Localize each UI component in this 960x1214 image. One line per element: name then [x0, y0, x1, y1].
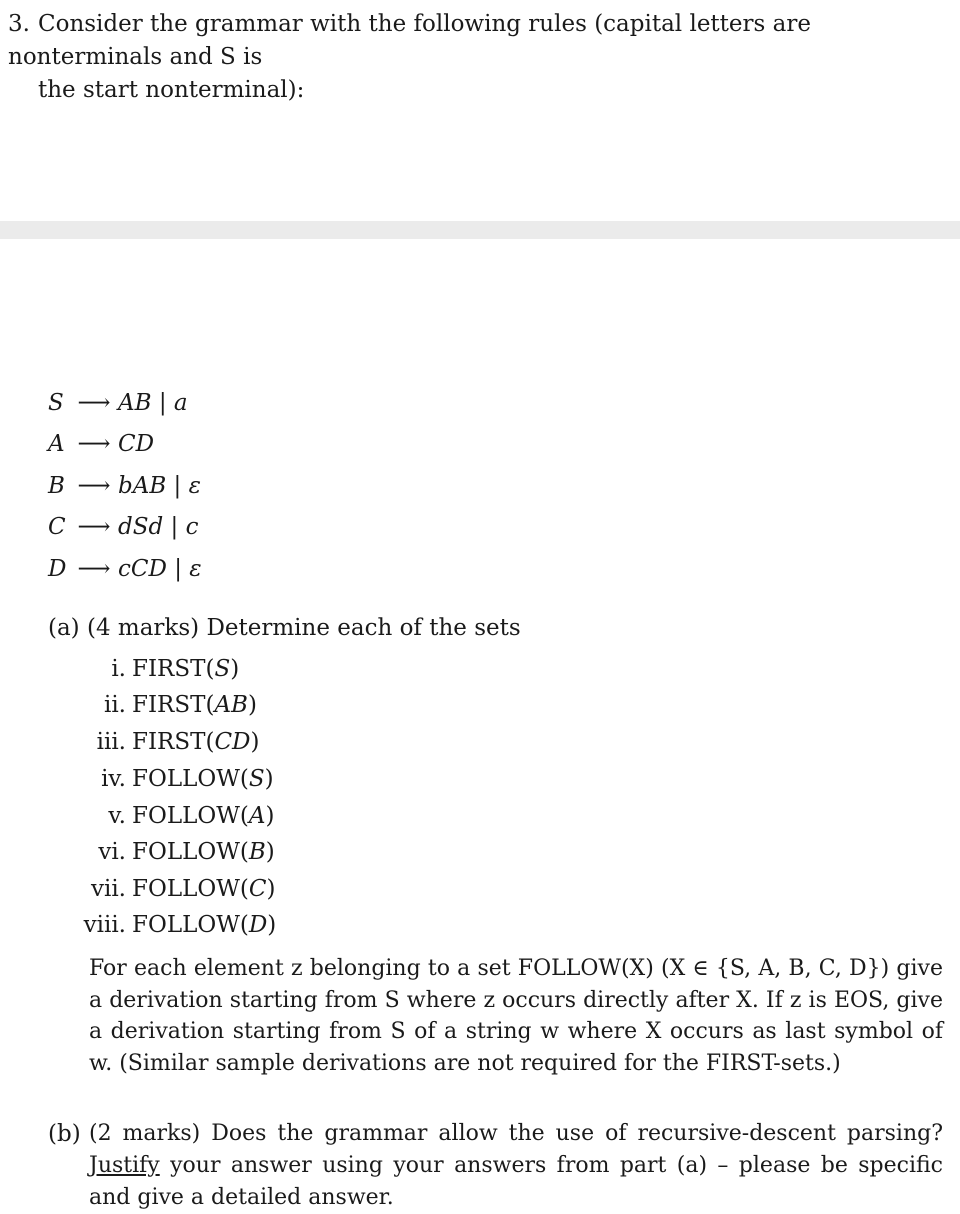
- item-close: ): [266, 876, 276, 902]
- part-b-text: [89, 1118, 943, 1214]
- grammar-rule: [48, 511, 198, 543]
- item-numeral: ii.: [103, 692, 126, 718]
- item-numeral: vii.: [90, 876, 126, 902]
- item-argument: A: [248, 803, 266, 829]
- set-item: [78, 800, 274, 832]
- part-b-underlined-word: Justify: [89, 1153, 160, 1178]
- rule-arrow: ⟶: [77, 556, 111, 582]
- grammar-rule: [48, 470, 201, 502]
- part-a-label: (a): [48, 615, 80, 641]
- part-a-text: (4 marks) Determine each of the sets: [86, 615, 521, 641]
- question-number: 3.: [8, 11, 30, 37]
- item-argument: S: [214, 656, 231, 682]
- part-b-text-before: (2 marks) Does the grammar allow the use of recursive-descent parsing?: [89, 1121, 943, 1146]
- item-function: FIRST(: [132, 692, 215, 718]
- item-numeral: v.: [108, 803, 126, 829]
- item-function: FIRST(: [132, 729, 215, 755]
- rule-arrow: ⟶: [77, 473, 111, 499]
- item-function: FOLLOW(: [132, 912, 249, 938]
- item-argument: C: [248, 876, 267, 902]
- rule-lhs: C: [48, 514, 66, 540]
- part-a-instructions: For each element z belonging to a set FOLLOW(X) (X ∈ {S, A, B, C, D}) give a derivation starting from S where z occurs directly after X. If z is EOS, give a derivation starting from S of a string w where X occurs as last symbol of w. (Similar sample derivations are not required for the FIRST-sets.): [89, 956, 943, 1076]
- rule-rhs: dSd | c: [118, 514, 199, 540]
- rule-rhs: bAB | ε: [118, 473, 201, 499]
- rule-rhs: CD: [118, 431, 155, 457]
- rule-lhs: A: [48, 431, 65, 457]
- question-line-1: [8, 8, 948, 74]
- item-argument: AB: [214, 692, 248, 718]
- question-intro-text-1: Consider the grammar with the following rules (capital letters are nonterminals and S is: [8, 11, 811, 70]
- item-function: FOLLOW(: [132, 766, 249, 792]
- page-divider: [0, 221, 960, 239]
- item-argument: D: [248, 912, 268, 938]
- item-close: ): [267, 912, 277, 938]
- question-intro: [8, 8, 948, 107]
- item-numeral: iv.: [101, 766, 126, 792]
- item-function: FOLLOW(: [132, 839, 249, 865]
- question-intro-text-2: the start nonterminal):: [38, 77, 305, 103]
- item-argument: CD: [214, 729, 251, 755]
- grammar-rule: [48, 553, 202, 585]
- item-close: ): [250, 729, 260, 755]
- rule-lhs: B: [48, 473, 65, 499]
- item-close: ): [264, 766, 274, 792]
- item-function: FIRST(: [132, 656, 215, 682]
- set-item: [78, 689, 257, 721]
- item-numeral: iii.: [96, 729, 126, 755]
- item-function: FOLLOW(: [132, 876, 249, 902]
- set-item: [78, 909, 276, 941]
- part-b-label: (b): [48, 1121, 81, 1147]
- item-function: FOLLOW(: [132, 803, 249, 829]
- item-argument: B: [248, 839, 266, 865]
- rule-lhs: S: [48, 390, 64, 416]
- rule-arrow: ⟶: [77, 431, 111, 457]
- item-numeral: vi.: [98, 839, 126, 865]
- item-close: ): [265, 839, 275, 865]
- set-item: [78, 763, 274, 795]
- item-numeral: i.: [111, 656, 126, 682]
- item-argument: S: [248, 766, 265, 792]
- item-close: ): [230, 656, 240, 682]
- grammar-rule: [48, 387, 188, 419]
- set-item: [78, 653, 239, 685]
- set-item: [78, 836, 275, 868]
- rule-rhs: cCD | ε: [118, 556, 202, 582]
- item-close: ): [265, 803, 275, 829]
- rule-rhs: AB | a: [118, 390, 188, 416]
- grammar-rule: [48, 428, 154, 460]
- item-close: ): [247, 692, 257, 718]
- set-item: [78, 873, 275, 905]
- rule-arrow: ⟶: [77, 514, 111, 540]
- part-b-text-after: your answer using your answers from part (a) – please be specific and give a detailed answer.: [89, 1153, 943, 1210]
- rule-lhs: D: [48, 556, 67, 582]
- item-numeral: viii.: [83, 912, 126, 938]
- set-item: [78, 726, 259, 758]
- part-a-heading: [48, 612, 521, 644]
- rule-arrow: ⟶: [77, 390, 111, 416]
